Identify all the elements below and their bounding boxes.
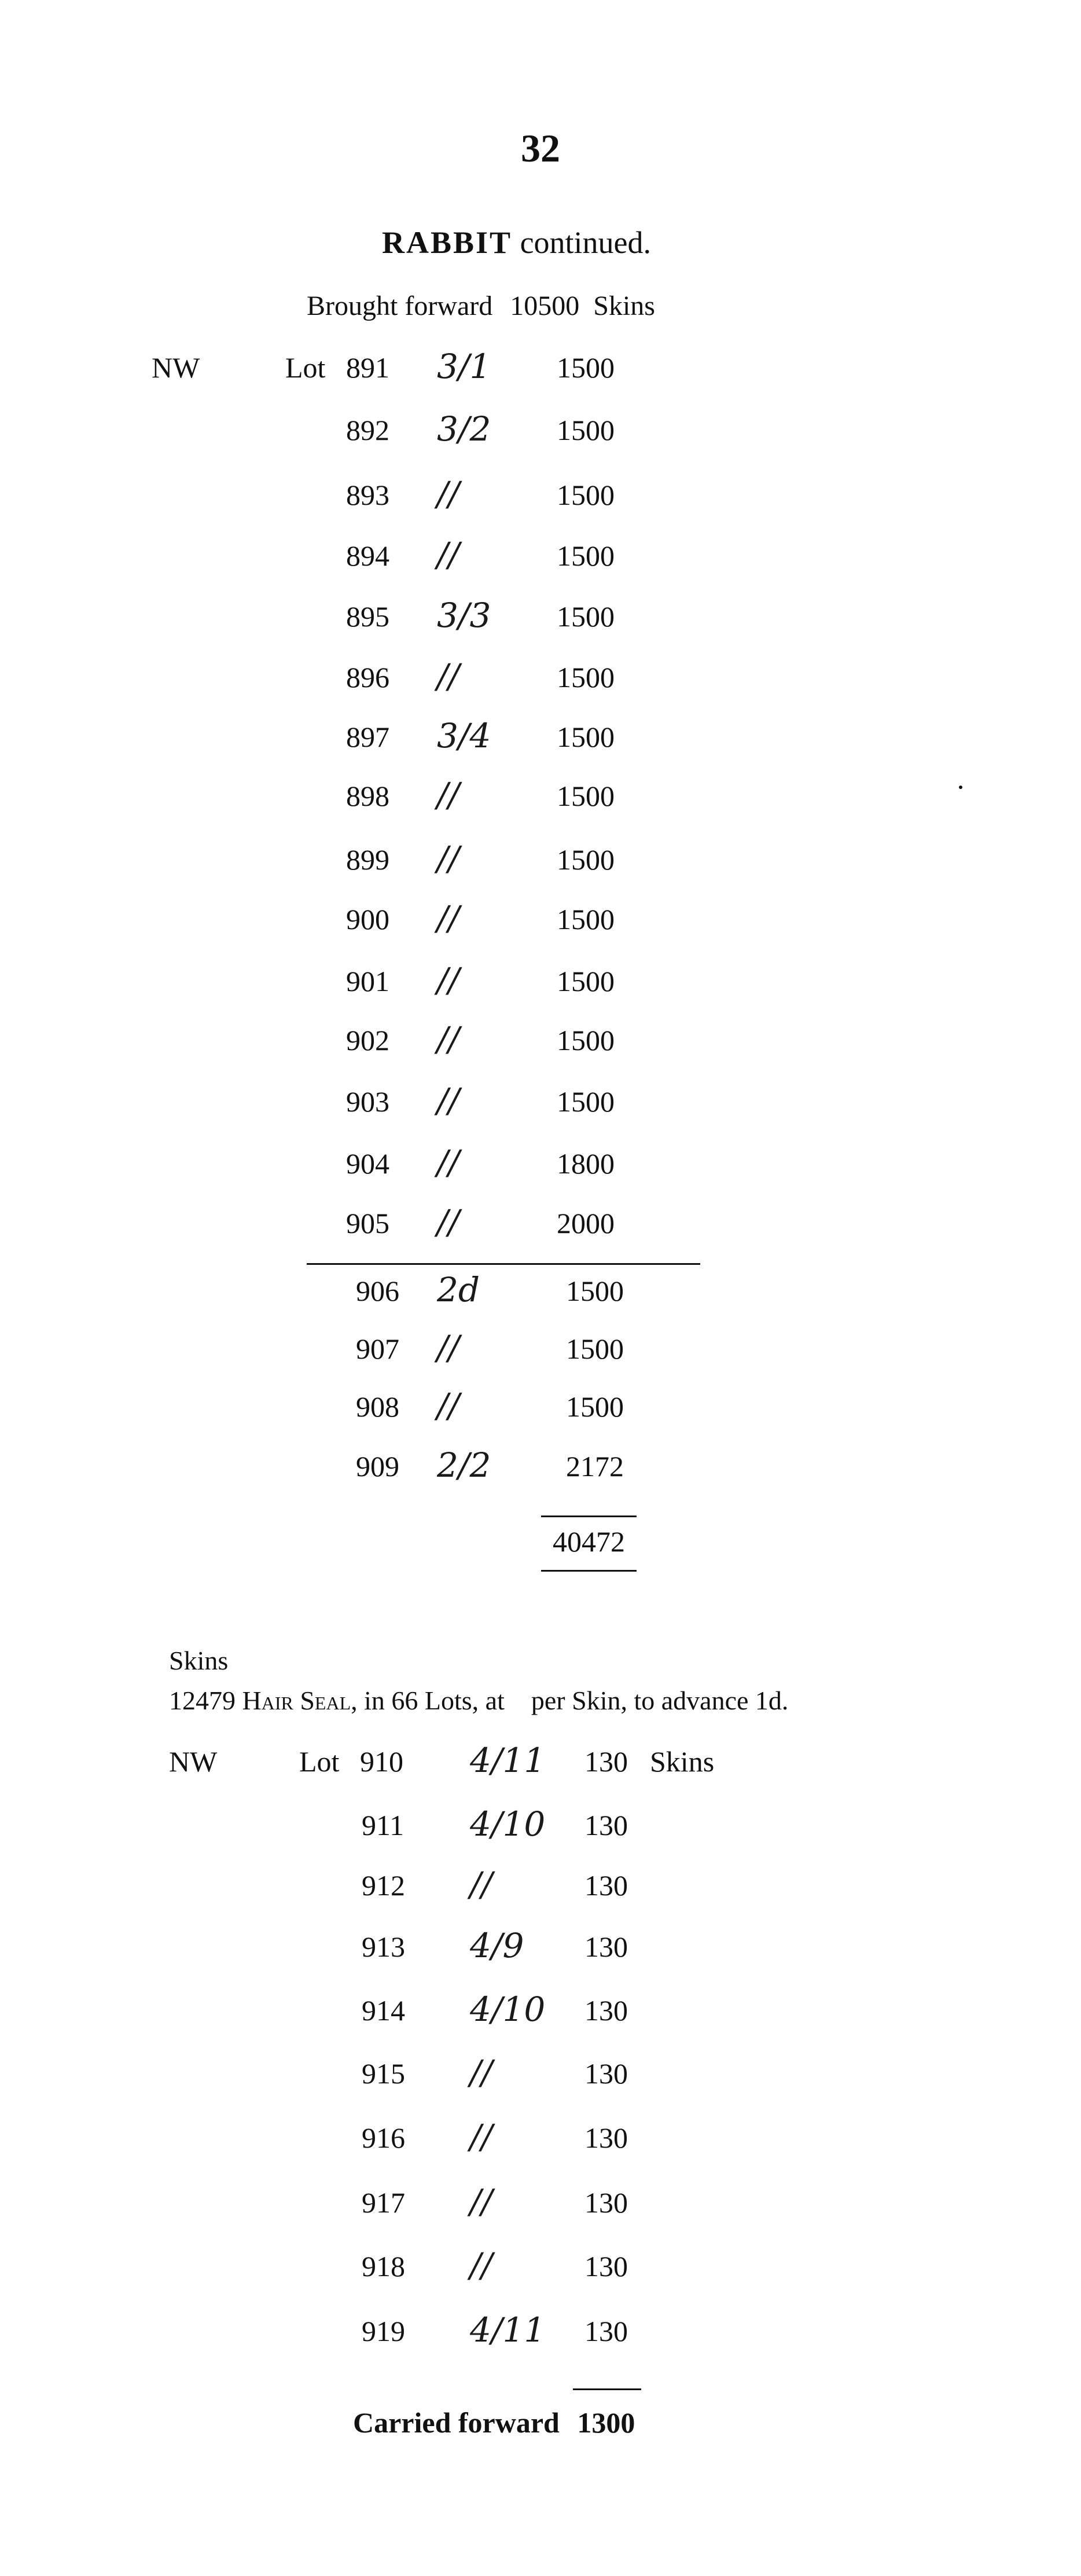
lot-number: 905 bbox=[346, 1207, 389, 1239]
brought-forward-unit: Skins bbox=[593, 291, 655, 321]
subtotal-rule bbox=[307, 1263, 700, 1265]
quantity: 1500 bbox=[566, 1333, 624, 1365]
carried-forward-value: 1300 bbox=[577, 2406, 635, 2439]
quantity: 2172 bbox=[566, 1450, 624, 1483]
lot-number: 897 bbox=[346, 721, 389, 753]
price-handwritten: // bbox=[437, 1019, 460, 1059]
page-number: 32 bbox=[521, 126, 560, 170]
lot-number: 891 bbox=[346, 351, 389, 384]
lot-number: 907 bbox=[356, 1333, 399, 1365]
price-handwritten: 3/1 bbox=[437, 347, 491, 386]
brought-forward-line bbox=[307, 292, 655, 320]
lot-number: 912 bbox=[362, 1869, 405, 1902]
lot-number: 908 bbox=[356, 1390, 399, 1423]
lot-number: 915 bbox=[362, 2057, 405, 2090]
hair-seal-heading bbox=[169, 1687, 788, 1714]
price-handwritten: // bbox=[437, 1143, 460, 1182]
lot-number: 899 bbox=[346, 843, 389, 876]
hair-seal-terms: , in 66 Lots, at per Skin, to advance 1d. bbox=[351, 1686, 789, 1715]
lot-number: 893 bbox=[346, 479, 389, 511]
lot-number: 903 bbox=[346, 1085, 389, 1118]
quantity: 130 bbox=[584, 2057, 628, 2090]
lot-number: 904 bbox=[346, 1147, 389, 1180]
price-handwritten: 3/4 bbox=[437, 716, 491, 755]
quantity: 1500 bbox=[557, 1024, 615, 1056]
price-handwritten: // bbox=[470, 2182, 493, 2221]
price-handwritten: // bbox=[470, 2117, 493, 2156]
price-handwritten: 3/3 bbox=[437, 596, 491, 635]
quantity: 1500 bbox=[557, 780, 615, 812]
quantity: 1500 bbox=[557, 414, 615, 446]
lot-number: 892 bbox=[346, 414, 389, 446]
lot-number: 902 bbox=[346, 1024, 389, 1056]
lot-number: 914 bbox=[362, 1994, 405, 2027]
lot-label: Lot bbox=[299, 1745, 340, 1778]
price-handwritten: 4/9 bbox=[470, 1926, 524, 1965]
lot-number: 919 bbox=[362, 2315, 405, 2347]
skins-label: Skins bbox=[169, 1646, 229, 1675]
quantity: 1500 bbox=[557, 600, 615, 633]
quantity: 2000 bbox=[557, 1207, 615, 1239]
brought-forward-value: 10500 bbox=[510, 291, 580, 321]
price-handwritten: // bbox=[437, 1081, 460, 1120]
lot-number: 913 bbox=[362, 1931, 405, 1963]
hair-seal-name: Hair Seal bbox=[242, 1686, 351, 1715]
price-handwritten: // bbox=[437, 1328, 460, 1367]
hair-seal-count: 12479 bbox=[169, 1686, 236, 1715]
total-top-rule bbox=[541, 1515, 637, 1517]
brought-forward-label: Brought forward bbox=[307, 291, 493, 321]
quantity: 1500 bbox=[557, 479, 615, 511]
quantity: 130 bbox=[584, 2250, 628, 2283]
carried-rule bbox=[573, 2388, 641, 2390]
price-handwritten: // bbox=[437, 474, 460, 513]
lot-number: 894 bbox=[346, 540, 389, 572]
quantity: 130 bbox=[584, 1745, 628, 1778]
section-title bbox=[382, 227, 651, 258]
price-handwritten: 4/10 bbox=[470, 1990, 546, 2029]
lot-label: Lot bbox=[285, 351, 326, 384]
lot-number: 895 bbox=[346, 600, 389, 633]
quantity: 130 bbox=[584, 2315, 628, 2347]
carried-forward-label: Carried forward bbox=[353, 2406, 560, 2439]
total-bottom-rule bbox=[541, 1570, 637, 1572]
price-handwritten: 4/10 bbox=[470, 1804, 546, 1844]
dealer-code: NW bbox=[152, 351, 200, 384]
price-handwritten: 2/2 bbox=[437, 1445, 491, 1485]
price-handwritten: // bbox=[470, 2245, 493, 2285]
quantity: 1500 bbox=[557, 843, 615, 876]
lot-number: 906 bbox=[356, 1275, 399, 1307]
quantity: 1500 bbox=[557, 351, 615, 384]
section-title-continued: continued. bbox=[520, 225, 652, 260]
lot-number: 910 bbox=[360, 1745, 403, 1778]
quantity: 1500 bbox=[557, 903, 615, 935]
quantity: 1500 bbox=[566, 1390, 624, 1423]
ink-speck bbox=[959, 786, 962, 789]
quantity: 130 bbox=[584, 2122, 628, 2154]
lot-number: 901 bbox=[346, 965, 389, 997]
section-title-animal: RABBIT bbox=[382, 225, 513, 260]
quantity: 130 bbox=[584, 1809, 628, 1841]
lot-number: 896 bbox=[346, 661, 389, 693]
price-handwritten: // bbox=[437, 960, 460, 1000]
lot-number: 909 bbox=[356, 1450, 399, 1483]
quantity: 1800 bbox=[557, 1147, 615, 1180]
price-handwritten: // bbox=[437, 535, 460, 574]
price-handwritten: 2d bbox=[437, 1270, 480, 1309]
quantity: 130 bbox=[584, 1994, 628, 2027]
price-handwritten: // bbox=[437, 898, 460, 938]
dealer-code: NW bbox=[169, 1745, 218, 1778]
price-handwritten: // bbox=[437, 775, 460, 814]
lot-number: 918 bbox=[362, 2250, 405, 2283]
price-handwritten: // bbox=[437, 839, 460, 878]
price-handwritten: // bbox=[437, 1386, 460, 1425]
quantity: 130 bbox=[584, 1931, 628, 1963]
quantity: 1500 bbox=[557, 661, 615, 693]
lot-number: 917 bbox=[362, 2186, 405, 2219]
price-handwritten: 4/11 bbox=[470, 1741, 546, 1780]
carried-forward-line bbox=[353, 2408, 635, 2437]
quantity: 1500 bbox=[557, 540, 615, 572]
price-handwritten: // bbox=[437, 656, 460, 696]
lot-number: 900 bbox=[346, 903, 389, 935]
price-handwritten: // bbox=[437, 1202, 460, 1242]
quantity: 1500 bbox=[557, 721, 615, 753]
rabbit-total: 40472 bbox=[553, 1525, 625, 1558]
quantity: 1500 bbox=[557, 1085, 615, 1118]
price-handwritten: // bbox=[470, 2053, 493, 2092]
quantity: 1500 bbox=[566, 1275, 624, 1307]
lot-number: 911 bbox=[362, 1809, 405, 1841]
quantity: 130 bbox=[584, 2186, 628, 2219]
price-handwritten: // bbox=[470, 1865, 493, 1904]
lot-number: 916 bbox=[362, 2122, 405, 2154]
quantity: 1500 bbox=[557, 965, 615, 997]
lot-number: 898 bbox=[346, 780, 389, 812]
unit-label: Skins bbox=[650, 1745, 715, 1778]
quantity: 130 bbox=[584, 1869, 628, 1902]
price-handwritten: 3/2 bbox=[437, 409, 491, 449]
price-handwritten: 4/11 bbox=[470, 2310, 546, 2350]
